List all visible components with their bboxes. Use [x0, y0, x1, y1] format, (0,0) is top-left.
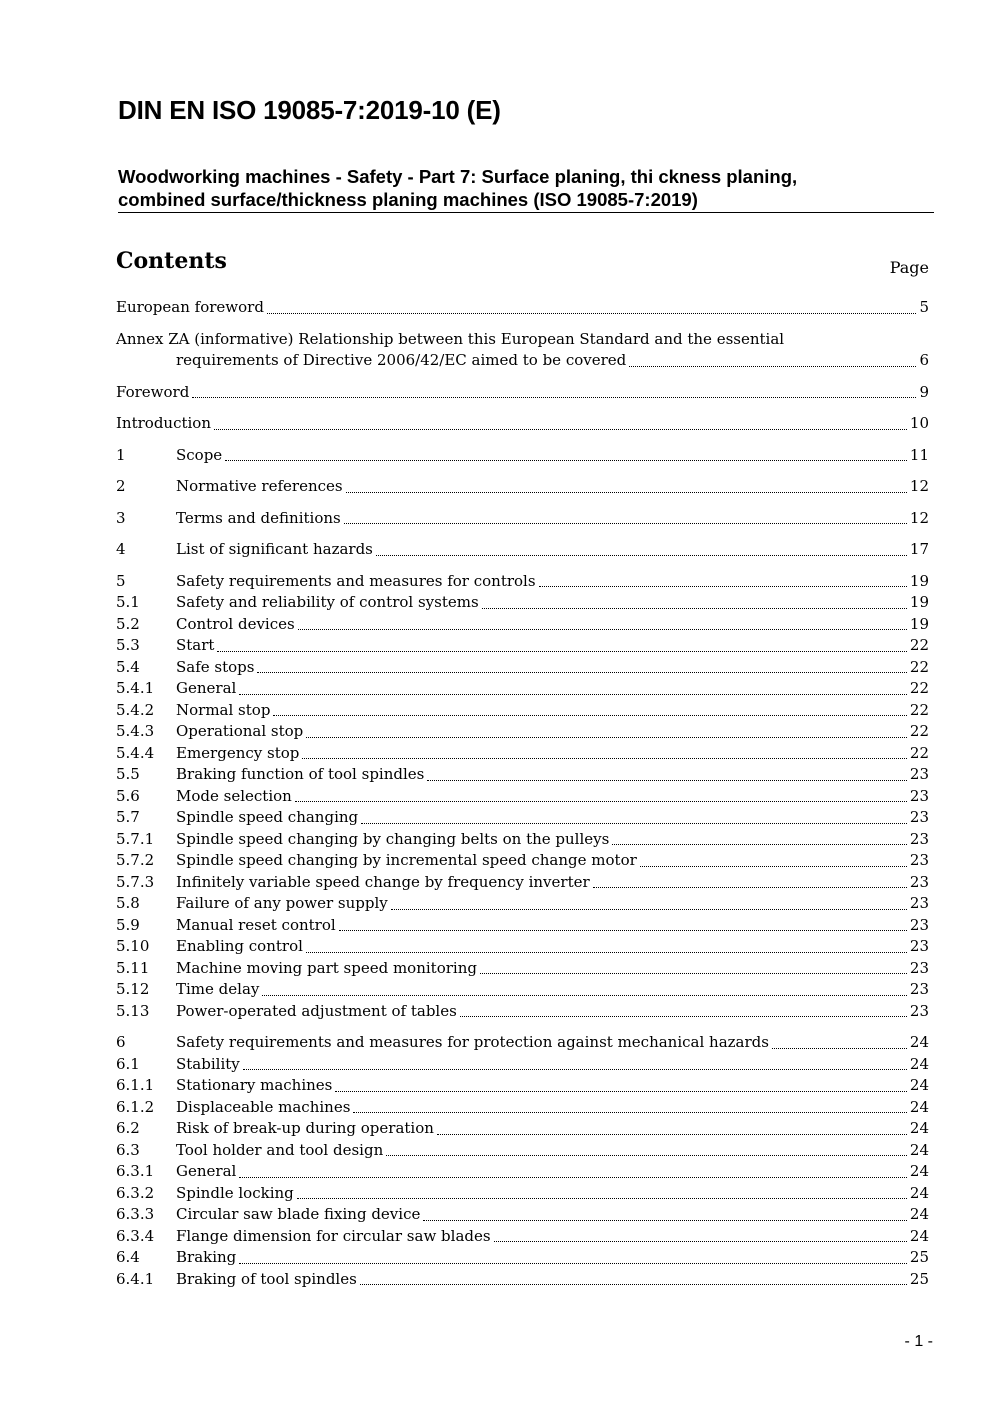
toc-leader-dots — [225, 445, 907, 467]
toc-entry-number: 2 — [116, 477, 126, 495]
toc-entry-page: 24 — [909, 1205, 929, 1223]
toc-entry-title: Power-operated adjustment of tables — [176, 1001, 457, 1020]
toc-entry-title: Spindle speed changing — [176, 808, 359, 826]
toc-leader-dots — [239, 678, 907, 700]
toc-entry-title: Control devices — [176, 614, 295, 633]
toc-entry-title: General — [176, 679, 237, 697]
toc-entry-title: Tool holder and tool design — [176, 1140, 384, 1159]
toc-entry-page: 23 — [909, 1001, 929, 1020]
toc-entry-title: Emergency stop — [176, 743, 300, 762]
toc-entry-number: 6.3 — [116, 1140, 140, 1159]
toc-entry-page: 24 — [909, 1140, 929, 1159]
toc-leader-dots — [353, 1097, 907, 1119]
toc-entry-title: Safety requirements and measures for controls — [176, 571, 536, 590]
toc-entry[interactable] — [116, 872, 929, 894]
toc-leader-dots — [386, 1140, 907, 1162]
toc-entry[interactable] — [116, 1097, 929, 1119]
toc-entry[interactable] — [116, 936, 929, 958]
toc-entry-number: 6.1.1 — [116, 1076, 155, 1094]
toc-entry-number: 5.11 — [116, 958, 150, 977]
toc-entry-page: 19 — [909, 571, 929, 590]
toc-entry-number: 6.3.1 — [116, 1162, 155, 1180]
toc-leader-dots — [360, 1269, 907, 1291]
page-number: - 1 - — [904, 1333, 933, 1350]
toc-entry-number: 5.4.3 — [116, 722, 155, 740]
toc-entry-title: Failure of any power supply — [176, 894, 388, 912]
toc-leader-dots — [423, 1204, 907, 1226]
toc-entry-number: 6.1 — [116, 1054, 140, 1073]
toc-entry[interactable] — [116, 508, 929, 530]
toc-entry-foreword[interactable] — [116, 382, 929, 404]
toc-entry-number: 5.10 — [116, 937, 150, 955]
toc-entry-title: Stationary machines — [176, 1076, 333, 1094]
toc-leader-dots — [273, 700, 906, 722]
toc-entry[interactable] — [116, 1161, 929, 1183]
toc-entry-title: Risk of break-up during operation — [176, 1119, 434, 1137]
toc-entry-number: 6.3.3 — [116, 1205, 155, 1223]
toc-entry-title: Time delay — [176, 980, 260, 998]
toc-entry-title: Stability — [176, 1054, 240, 1073]
toc-entry-title: Safety and reliability of control systems — [176, 593, 479, 611]
toc-entry-title: Terms and definitions — [176, 508, 341, 527]
toc-entry-number: 6.3.2 — [116, 1183, 155, 1202]
toc-leader-dots — [772, 1032, 907, 1054]
toc-entry-number: 5 — [116, 571, 126, 590]
toc-entry-page: 24 — [909, 1033, 929, 1051]
subtitle-line-1: Woodworking machines - Safety - Part 7: Surface planing, thi ckness planing, — [118, 166, 798, 187]
toc-entry-page: 23 — [909, 765, 929, 783]
toc-leader-dots — [239, 1247, 907, 1269]
toc-entry-page: 23 — [909, 808, 929, 826]
toc-entry-page: 23 — [909, 980, 929, 998]
toc-entry[interactable] — [116, 678, 929, 700]
toc-entry-title: Mode selection — [176, 786, 292, 805]
toc-entry-title: General — [176, 1162, 237, 1180]
toc-leader-dots — [460, 1001, 907, 1023]
toc-leader-dots — [243, 1054, 907, 1076]
toc-entry-page: 23 — [909, 786, 929, 805]
toc-entry-page: 23 — [909, 894, 929, 912]
toc-entry[interactable] — [116, 1001, 929, 1023]
toc-entry-page: 12 — [909, 477, 929, 495]
toc-entry-number: 5.7.2 — [116, 851, 155, 869]
toc-entry[interactable] — [116, 1226, 929, 1248]
toc-entry[interactable] — [116, 445, 929, 467]
toc-entry[interactable] — [116, 1269, 929, 1291]
toc-entry-page: 24 — [909, 1162, 929, 1180]
toc-entry-number: 5.1 — [116, 593, 140, 611]
toc-entry-title: Safe stops — [176, 657, 255, 676]
toc-leader-dots — [482, 592, 907, 614]
toc-entry-page: 24 — [909, 1226, 929, 1245]
toc-entry[interactable] — [116, 700, 929, 722]
toc-leader-dots — [267, 297, 917, 319]
toc-entry-title: Displaceable machines — [176, 1097, 351, 1116]
toc-entry-number: 4 — [116, 540, 126, 558]
toc-entry-title: Machine moving part speed monitoring — [176, 958, 477, 977]
toc-entry-title: Scope — [176, 445, 223, 464]
toc-entry-number: 6.3.4 — [116, 1226, 155, 1245]
toc-entry-number: 5.2 — [116, 614, 140, 633]
toc-entry[interactable] — [116, 721, 929, 743]
toc-leader-dots — [539, 571, 907, 593]
toc-entry[interactable] — [116, 1204, 929, 1226]
toc-entry-page: 24 — [909, 1076, 929, 1094]
toc-leader-dots — [612, 829, 907, 851]
toc-entry[interactable] — [116, 893, 929, 915]
toc-entry-title: Flange dimension for circular saw blades — [176, 1226, 491, 1245]
toc-entry[interactable] — [116, 958, 929, 980]
toc-entry-page: 22 — [909, 700, 929, 719]
toc-entry[interactable] — [116, 1075, 929, 1097]
document-subtitle — [118, 165, 934, 213]
toc-entry-page: 24 — [909, 1054, 929, 1073]
toc-entry-page: 22 — [909, 722, 929, 740]
toc-entry-page: 23 — [909, 937, 929, 955]
toc-leader-dots — [629, 350, 916, 372]
toc-entry-page: 19 — [909, 593, 929, 611]
toc-leader-dots — [298, 614, 907, 636]
toc-entry-european-foreword[interactable] — [116, 297, 929, 319]
toc-entry-number: 5.8 — [116, 894, 140, 912]
toc-entry-page: 25 — [909, 1248, 929, 1266]
toc-leader-dots — [214, 413, 907, 435]
toc-entry-number: 3 — [116, 508, 126, 527]
toc-leader-dots — [427, 764, 907, 786]
toc-entry-title: Normative references — [176, 477, 343, 495]
contents-heading: Contents — [116, 248, 227, 274]
toc-entry-page: 24 — [909, 1183, 929, 1202]
toc-leader-dots — [361, 807, 907, 829]
toc-entry-title: List of significant hazards — [176, 540, 373, 558]
toc-entry-page: 10 — [909, 414, 929, 432]
toc-entry-title: Normal stop — [176, 700, 271, 719]
toc-entry-page: 17 — [909, 540, 929, 558]
toc-entry[interactable] — [116, 1247, 929, 1269]
toc-entry-page: 22 — [909, 657, 929, 676]
toc-entry-page: 22 — [909, 636, 929, 654]
toc-entry-page: 12 — [909, 508, 929, 527]
toc-entry-number: 5.7.3 — [116, 872, 155, 891]
toc-entry[interactable] — [116, 614, 929, 636]
toc-entry-page: 23 — [909, 958, 929, 977]
toc-entry-number: 6.4 — [116, 1248, 140, 1266]
toc-entry-number: 5.13 — [116, 1001, 150, 1020]
toc-entry[interactable] — [116, 786, 929, 808]
toc-entry-annex-za[interactable] — [116, 329, 929, 372]
toc-entry-page: 19 — [909, 614, 929, 633]
toc-entry-title: Enabling control — [176, 937, 303, 955]
toc-leader-dots — [335, 1075, 907, 1097]
toc-entry-page: 6 — [919, 351, 929, 369]
toc-leader-dots — [339, 915, 907, 937]
toc-entry[interactable] — [116, 539, 929, 561]
toc-entry[interactable] — [116, 592, 929, 614]
toc-entry-page: 23 — [909, 872, 929, 891]
toc-entry[interactable] — [116, 850, 929, 872]
toc-entry-page: 22 — [909, 743, 929, 762]
toc-entry[interactable] — [116, 1118, 929, 1140]
toc-leader-dots — [302, 743, 907, 765]
toc-entry-title: Braking — [176, 1248, 237, 1266]
toc-entry-page: 11 — [909, 445, 929, 464]
toc-entry-number: 5.12 — [116, 980, 150, 998]
toc-entry-title: Introduction — [116, 414, 211, 432]
toc-leader-dots — [306, 936, 907, 958]
toc-entry-title: Circular saw blade fixing device — [176, 1205, 421, 1223]
toc-entry-number: 5.4.4 — [116, 743, 155, 762]
toc-entry-title: Operational stop — [176, 722, 304, 740]
toc-entry-page: 24 — [909, 1097, 929, 1116]
page-column-label: Page — [889, 258, 929, 277]
toc-leader-dots — [239, 1161, 907, 1183]
toc-entry-title: Annex ZA (informative) Relationship between this European Standard and the essential — [116, 329, 785, 348]
subtitle-line-2: combined surface/thickness planing machines (ISO 19085-7:2019) — [118, 189, 698, 210]
toc-entry-number: 5.4.2 — [116, 700, 155, 719]
toc-entry-number: 5.4 — [116, 657, 140, 676]
toc-entry-title: Infinitely variable speed change by frequency inverter — [176, 872, 590, 891]
toc-entry[interactable] — [116, 657, 929, 679]
toc-entry-number: 5.5 — [116, 765, 140, 783]
toc-leader-dots — [391, 893, 907, 915]
toc-entry[interactable] — [116, 1140, 929, 1162]
toc-leader-dots — [437, 1118, 907, 1140]
toc-entry[interactable] — [116, 476, 929, 498]
toc-entry-page: 24 — [909, 1119, 929, 1137]
toc-entry-page: 5 — [919, 298, 929, 316]
toc-entry-number: 5.7 — [116, 808, 140, 826]
toc-entry[interactable] — [116, 1032, 929, 1054]
toc-entry-title-continued: requirements of Directive 2006/42/EC aimed to be covered — [176, 351, 627, 369]
table-of-contents — [116, 297, 929, 1290]
toc-entry-title: Start — [176, 636, 215, 654]
toc-entry[interactable] — [116, 1054, 929, 1076]
toc-leader-dots — [376, 539, 907, 561]
toc-entry-number: 6.4.1 — [116, 1269, 155, 1288]
toc-leader-dots — [306, 721, 907, 743]
toc-entry-number: 5.9 — [116, 915, 140, 934]
toc-entry-title: Braking function of tool spindles — [176, 765, 425, 783]
document-title: DIN EN ISO 19085-7:2019-10 (E) — [118, 95, 501, 125]
toc-entry-number: 6.1.2 — [116, 1097, 155, 1116]
toc-leader-dots — [593, 872, 907, 894]
toc-entry-title: Spindle speed changing by incremental speed change motor — [176, 851, 637, 869]
toc-entry-number: 1 — [116, 445, 126, 464]
toc-entry-title: Spindle speed changing by changing belts on the pulleys — [176, 829, 610, 848]
toc-entry-page: 9 — [919, 382, 929, 401]
toc-leader-dots — [346, 476, 907, 498]
toc-entry-number: 6 — [116, 1033, 126, 1051]
toc-entry-introduction[interactable] — [116, 413, 929, 435]
toc-entry[interactable] — [116, 743, 929, 765]
toc-entry-page: 25 — [909, 1269, 929, 1288]
toc-entry-number: 5.7.1 — [116, 829, 155, 848]
toc-leader-dots — [192, 382, 916, 404]
toc-entry[interactable] — [116, 635, 929, 657]
toc-entry-page: 23 — [909, 829, 929, 848]
toc-entry-number: 5.3 — [116, 636, 140, 654]
toc-entry[interactable] — [116, 807, 929, 829]
toc-leader-dots — [262, 979, 907, 1001]
toc-entry-title: European foreword — [116, 298, 264, 316]
toc-leader-dots — [640, 850, 907, 872]
toc-entry-page: 23 — [909, 915, 929, 934]
toc-leader-dots — [344, 508, 907, 530]
toc-entry[interactable] — [116, 829, 929, 851]
toc-entry-title: Safety requirements and measures for protection against mechanical hazards — [176, 1033, 769, 1051]
toc-leader-dots — [257, 657, 906, 679]
toc-entry[interactable] — [116, 1183, 929, 1205]
toc-leader-dots — [494, 1226, 907, 1248]
toc-entry[interactable] — [116, 764, 929, 786]
toc-entry-title: Braking of tool spindles — [176, 1269, 357, 1288]
toc-entry-number: 5.6 — [116, 786, 140, 805]
toc-entry[interactable] — [116, 979, 929, 1001]
toc-entry[interactable] — [116, 571, 929, 593]
toc-leader-dots — [217, 635, 906, 657]
toc-entry-number: 6.2 — [116, 1119, 140, 1137]
toc-entry-title: Spindle locking — [176, 1183, 294, 1202]
toc-leader-dots — [295, 786, 907, 808]
toc-leader-dots — [480, 958, 907, 980]
toc-entry-title: Foreword — [116, 382, 190, 401]
toc-leader-dots — [297, 1183, 907, 1205]
toc-entry-title: Manual reset control — [176, 915, 336, 934]
toc-entry-page: 22 — [909, 679, 929, 697]
toc-entry-page: 23 — [909, 851, 929, 869]
toc-entry-number: 5.4.1 — [116, 679, 155, 697]
toc-entry[interactable] — [116, 915, 929, 937]
